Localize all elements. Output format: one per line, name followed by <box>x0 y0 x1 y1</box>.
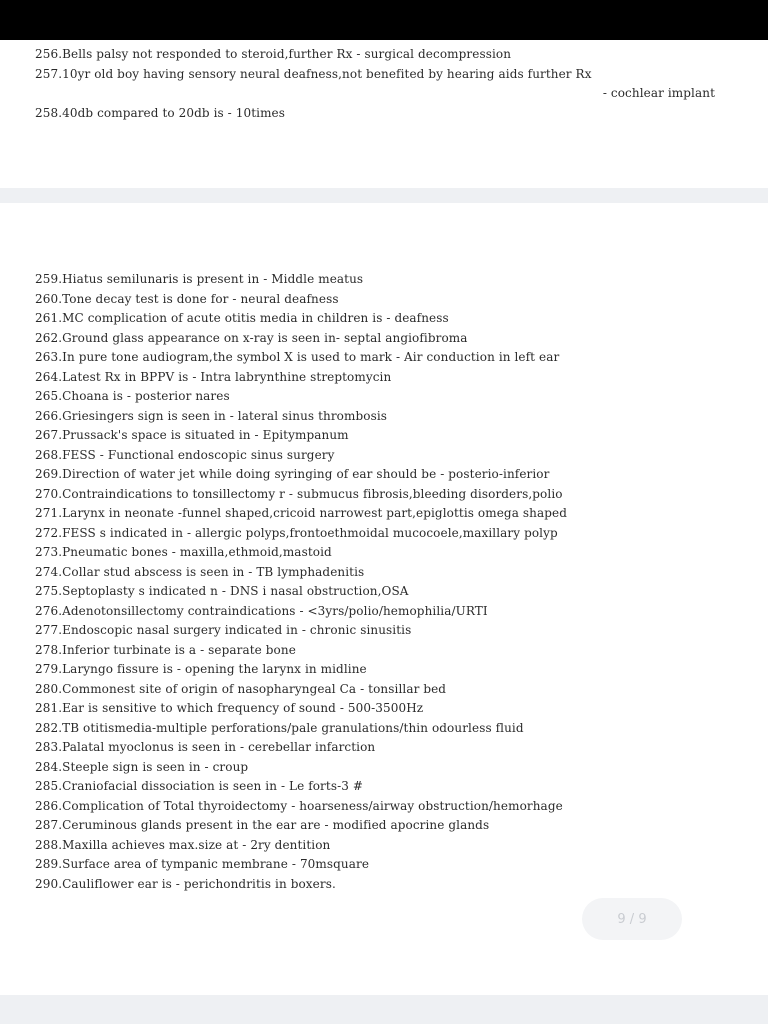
text-line: 262.Ground glass appearance on x-ray is seen in- septal angiofibroma <box>35 330 468 345</box>
text-line: 272.FESS s indicated in - allergic polyps,frontoethmoidal mucocoele,maxillary polyp <box>35 525 558 540</box>
text-line: 274.Collar stud abscess is seen in - TB lymphadenitis <box>35 564 365 579</box>
document-page-current <box>0 203 768 995</box>
text-line: 282.TB otitismedia-multiple perforations/pale granulations/thin odourless fluid <box>35 720 524 735</box>
text-line: 264.Latest Rx in BPPV is - Intra labrynthine streptomycin <box>35 369 392 384</box>
text-line: 257.10yr old boy having sensory neural deafness,not benefited by hearing aids further Rx <box>35 67 592 81</box>
text-line: 287.Ceruminous glands present in the ear are - modified apocrine glands <box>35 818 490 832</box>
text-line: 281.Ear is sensitive to which frequency of sound - 500-3500Hz <box>35 701 424 715</box>
text-line: 263.In pure tone audiogram,the symbol X is used to mark - Air conduction in left ear <box>35 350 560 364</box>
text-line: 286.Complication of Total thyroidectomy - hoarseness/airway obstruction/hemorhage <box>35 798 563 813</box>
text-line: 267.Prussack's space is situated in - Epitympanum <box>35 428 349 442</box>
text-line: 283.Palatal myoclonus is seen in - cerebellar infarction <box>35 740 376 754</box>
text-line: 276.Adenotonsillectomy contraindications - <3yrs/polio/hemophilia/URTI <box>35 603 488 618</box>
text-line: 277.Endoscopic nasal surgery indicated in - chronic sinusitis <box>35 623 412 637</box>
text-line: 280.Commonest site of origin of nasopharyngeal Ca - tonsillar bed <box>35 681 447 696</box>
page-counter-badge: 9 / 9 <box>582 898 682 940</box>
text-line: 290.Cauliflower ear is - perichondritis in boxers. <box>35 876 336 891</box>
text-line: 259.Hiatus semilunaris is present in - Middle meatus <box>35 272 364 286</box>
text-line: 270.Contraindications to tonsillectomy r - submucus fibrosis,bleeding disorders,polio <box>35 486 563 501</box>
text-line: 268.FESS - Functional endoscopic sinus surgery <box>35 447 335 462</box>
text-line: 285.Craniofacial dissociation is seen in - Le forts-3 # <box>35 779 364 793</box>
text-line: - cochlear implant <box>602 86 715 100</box>
top-status-bar <box>0 0 768 40</box>
text-line: 261.MC complication of acute otitis media in children is - deafness <box>35 311 449 325</box>
text-line: 256.Bells palsy not responded to steroid,further Rx - surgical decompression <box>35 47 512 61</box>
text-line: 271.Larynx in neonate -funnel shaped,cricoid narrowest part,epiglottis omega shaped <box>35 506 567 520</box>
text-line: 278.Inferior turbinate is a - separate bone <box>35 642 296 657</box>
document-page-previous <box>0 40 768 188</box>
text-line: 273.Pneumatic bones - maxilla,ethmoid,mastoid <box>35 545 332 559</box>
text-line: 288.Maxilla achieves max.size at - 2ry dentition <box>35 837 331 852</box>
text-line: 284.Steeple sign is seen in - croup <box>35 759 249 774</box>
text-line: 269.Direction of water jet while doing syringing of ear should be - posterio-inferior <box>35 467 550 481</box>
text-line: 275.Septoplasty s indicated n - DNS i nasal obstruction,OSA <box>35 584 409 598</box>
text-line: 289.Surface area of tympanic membrane - 70msquare <box>35 857 370 871</box>
text-line: 279.Laryngo fissure is - opening the larynx in midline <box>35 662 367 676</box>
text-line: 258.40db compared to 20db is - 10times <box>35 106 286 120</box>
text-line: 260.Tone decay test is done for - neural deafness <box>35 291 339 306</box>
text-line: 266.Griesingers sign is seen in - lateral sinus thrombosis <box>35 408 388 423</box>
text-line: 265.Choana is - posterior nares <box>35 389 230 403</box>
